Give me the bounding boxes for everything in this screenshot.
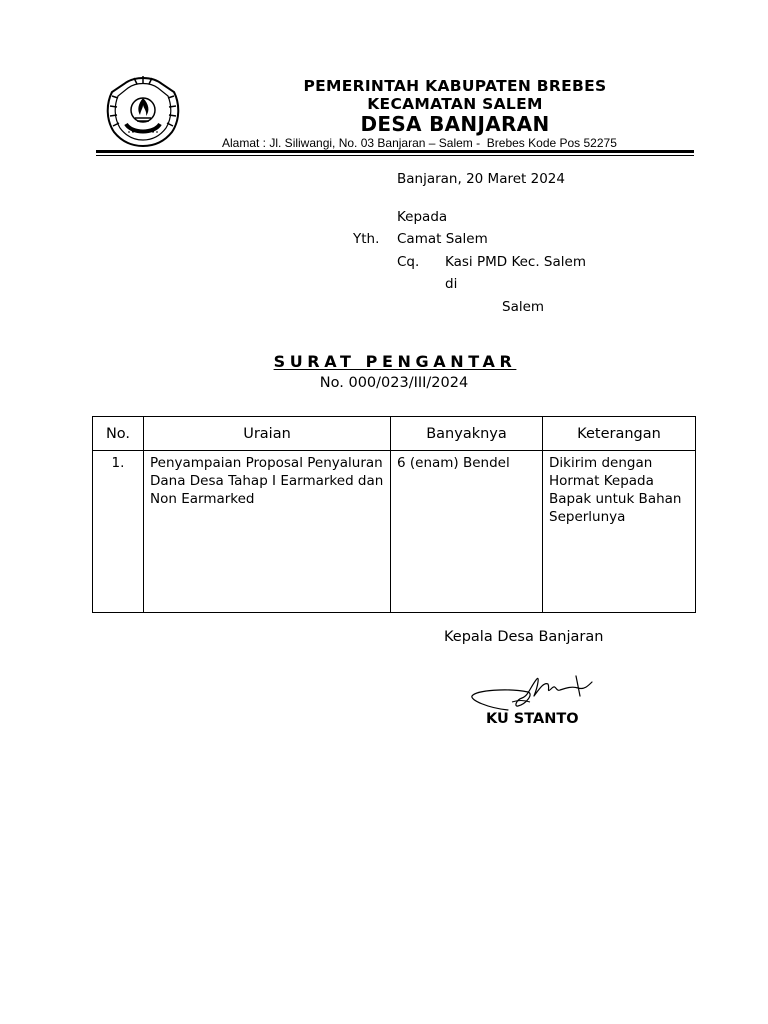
column-header-keterangan: Keterangan: [543, 417, 696, 451]
letterhead-divider-thick: [96, 150, 694, 153]
signatory-name: KU STANTO: [486, 711, 579, 727]
items-table: [92, 416, 696, 613]
di-label: di: [445, 276, 458, 292]
brebes-regency-emblem-icon: [104, 74, 182, 148]
kepada-label: Kepada: [397, 209, 448, 225]
recipient: Camat Salem: [397, 231, 488, 247]
cell-keterangan: Dikirim dengan Hormat Kepada Bapak untuk Bahan Seperlunya: [543, 451, 696, 613]
yth-label: Yth.: [353, 231, 380, 247]
cq-label: Cq.: [397, 254, 420, 270]
table-header-row: [93, 417, 696, 451]
header-address: Alamat : Jl. Siliwangi, No. 03 Banjaran – Salem - Brebes Kode Pos 52275: [222, 136, 617, 150]
letter-number: No. 000/023/III/2024: [319, 375, 469, 391]
cq-recipient: Kasi PMD Kec. Salem: [445, 254, 586, 270]
handwritten-signature-icon: [468, 670, 596, 712]
recipient-location: Salem: [502, 299, 545, 315]
column-header-banyaknya: Banyaknya: [391, 417, 543, 451]
signatory-title: Kepala Desa Banjaran: [444, 629, 604, 645]
table-row: [93, 451, 696, 613]
place-date: Banjaran, 20 Maret 2024: [397, 171, 565, 187]
letterhead-divider-thin: [96, 155, 694, 156]
cell-no: 1.: [93, 451, 144, 613]
header-village-name: DESA BANJARAN: [360, 112, 550, 136]
cell-banyaknya: 6 (enam) Bendel: [391, 451, 543, 613]
header-district-line: KECAMATAN SALEM: [367, 95, 543, 113]
header-government-line: PEMERINTAH KABUPATEN BREBES: [303, 77, 607, 95]
column-header-no: No.: [93, 417, 144, 451]
column-header-uraian: Uraian: [144, 417, 391, 451]
letter-title-text: SURAT PENGANTAR: [273, 352, 517, 371]
letter-title: [0, 352, 768, 371]
cell-uraian: Penyampaian Proposal Penyaluran Dana Desa Tahap I Earmarked dan Non Earmarked: [144, 451, 391, 613]
